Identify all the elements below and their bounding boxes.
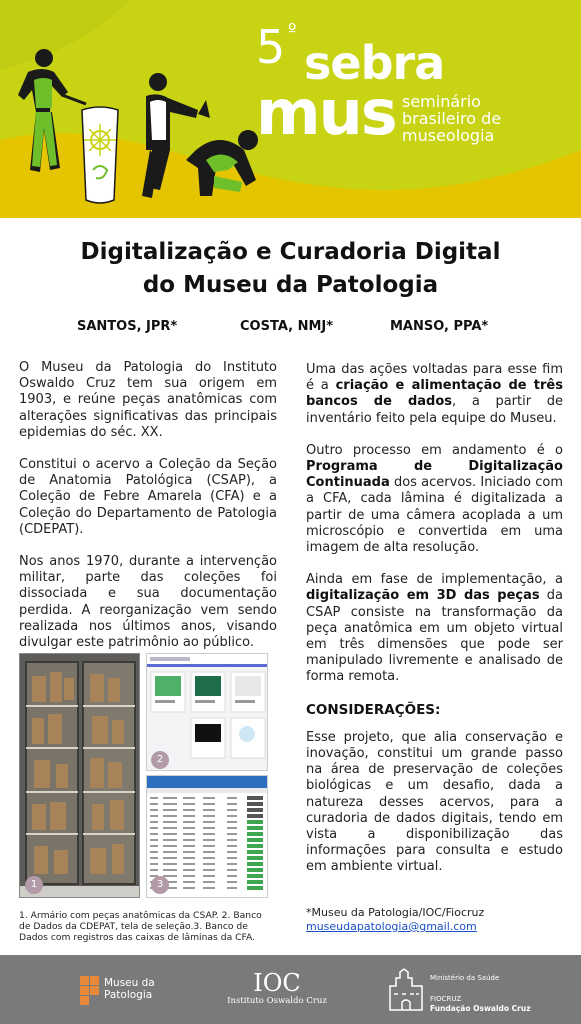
museu-line: Museu da xyxy=(104,977,155,989)
header-banner xyxy=(0,0,581,218)
figure-badge-3: 3 xyxy=(151,876,169,894)
text-span: dos acervos. Iniciado com a CFA, cada lâmina é digitalizada a partir de uma câmera acoplada a um microscópio e convertida em uma imagem de alta resolução. xyxy=(306,475,563,556)
logo-square xyxy=(80,996,89,1005)
3d-paragraph xyxy=(306,572,563,685)
logo-square xyxy=(90,976,99,985)
title-line: do Museu da Patologia xyxy=(142,272,439,298)
author-1: SANTOS, JPR* xyxy=(77,319,178,334)
fiocruz-label xyxy=(430,995,531,1014)
databases-paragraph xyxy=(306,362,563,427)
logo-square xyxy=(80,986,89,995)
text-span: , a partir de inventário feito pela equipe do Museu. xyxy=(306,394,563,426)
highlight-text: Programa de Digitalização Continuada xyxy=(306,459,563,491)
cabinet-photo xyxy=(19,653,140,898)
logo-square xyxy=(80,976,89,985)
logo-sub-line: brasileiro de xyxy=(402,109,502,128)
logo-mus: mus xyxy=(256,76,396,149)
database-records-screenshot xyxy=(146,775,268,898)
text-span: Ainda em fase de implementação, a xyxy=(306,572,563,588)
logo-sub-line: museologia xyxy=(402,126,495,145)
left-column xyxy=(19,360,277,667)
logo-sub-line: seminário xyxy=(402,92,481,111)
fiocruz-castle-icon xyxy=(388,968,424,1012)
fiocruz-acronym: FIOCRUZ xyxy=(430,995,462,1003)
text-span: Uma das ações voltadas para esse fim é a xyxy=(306,362,563,394)
ioc-acronym: IOC xyxy=(253,969,301,997)
vase-icon xyxy=(82,107,118,203)
intro-paragraph: O Museu da Patologia do Instituto Oswaldo Cruz tem sua origem em 1903, e reúne peças anatômicas com alterações significativas das principais epidemias do séc. XX. xyxy=(19,360,277,440)
ministerio-label: Ministério da Saúde xyxy=(430,974,500,982)
logo-number: 5 xyxy=(256,20,285,74)
email-link[interactable]: museudapatologia@gmail.com xyxy=(306,920,477,933)
logo-square xyxy=(90,986,99,995)
section-title: CONSIDERAÇÕES xyxy=(306,701,436,718)
history-paragraph: Nos anos 1970, durante a intervenção militar, parte das coleções foi dissociada e sua documentação perdida. A reorganização vem sendo realizada nos últimos anos, visando divulgar este patrimônio ao público. xyxy=(19,554,277,651)
right-column xyxy=(306,362,563,892)
museu-line: Patologia xyxy=(104,989,153,1001)
title-line: Digitalização e Curadoria Digital xyxy=(80,239,501,265)
poster-title xyxy=(0,236,581,302)
logo-sebra: sebra xyxy=(304,36,445,90)
ioc-logo xyxy=(222,970,332,1007)
section-colon: : xyxy=(435,701,441,718)
logo-subtitle xyxy=(402,93,501,144)
museu-logo-text xyxy=(104,977,155,1001)
figure-caption: 1. Armário com peças anatômicas da CSAP. 2. Banco de Dados da CDEPAT, tela de seleção.3. Banco de Dados com registros das caixas de lâminas da CFA. xyxy=(19,910,262,944)
figure-badge-1: 1 xyxy=(25,876,43,894)
figure-badge-2: 2 xyxy=(151,751,169,769)
footnote xyxy=(306,906,484,934)
highlight-text: criação e alimentação de três bancos de dados xyxy=(306,378,563,410)
text-span: Outro processo em andamento é o xyxy=(306,442,563,458)
logo-ordinal: º xyxy=(288,20,297,41)
hand-icon xyxy=(198,100,210,118)
collections-paragraph: Constitui o acervo a Coleção da Seção de Anatomia Patológica (CSAP), a Coleção de Febre Amarela (CFA) e a Coleção do Departamento de Patologia (CDEPAT). xyxy=(19,457,277,537)
conclusion-paragraph: Esse projeto, que alia conservação e inovação, constitui um grande passo na área de preservação de coleções biológicas e um desafio, dada a natureza desses acervos, para a curadoria de dados digitais, tendo em vista a disponibilização das informações para consulta e estudo em ambiente virtual. xyxy=(306,729,563,875)
ioc-name: Instituto Oswaldo Cruz xyxy=(227,996,327,1006)
section-heading xyxy=(306,702,563,718)
digitization-paragraph xyxy=(306,443,563,556)
fiocruz-full: Fundação Oswaldo Cruz xyxy=(430,1004,531,1013)
highlight-text: digitalização em 3D das peças xyxy=(306,588,540,604)
author-2: COSTA, NMJ* xyxy=(240,319,334,334)
database-selection-screenshot xyxy=(146,653,268,771)
figure-middle-suit-icon xyxy=(150,100,166,140)
author-3: MANSO, PPA* xyxy=(390,319,489,334)
affiliation: *Museu da Patologia/IOC/Fiocruz xyxy=(306,906,485,919)
text-span: da CSAP consiste na transformação da peça anatômica em um objeto virtual em três dimensões que pode ser manipulado livremente e analisado de forma remota. xyxy=(306,588,563,685)
